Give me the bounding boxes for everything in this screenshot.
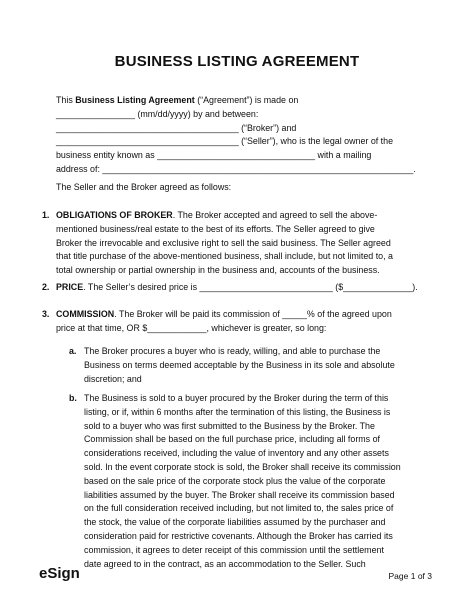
subsection-letter: b. <box>69 393 77 403</box>
intro-line-4: _____________________________________ (“Seller”), who is the legal owner of the <box>56 136 394 147</box>
section-number: 2. <box>42 282 50 292</box>
section-number: 3. <box>42 309 50 319</box>
page-number: Page 1 of 3 <box>388 571 432 581</box>
section-heading: PRICE <box>56 282 84 292</box>
intro-line-2: ________________ (mm/dd/yyyy) by and between: <box>56 108 259 119</box>
section-heading: OBLIGATIONS OF BROKER <box>56 210 173 220</box>
section-obligations: OBLIGATIONS OF BROKER. The Broker accepted and agreed to sell the above- mentioned business/real estate to the best of its efforts. The Seller agreed to give Broker the irrevocable and exclusive right to sell the said business. The Seller agreed that title purchase of the above-mentioned business, shall include, but not limited to, a total ownership or partial ownership in the business and, accounts of the business. <box>56 210 393 276</box>
intro-line-5: business entity known as ________________________________ with a mailing <box>56 150 372 161</box>
intro-line-3: _____________________________________ (“Broker”) and <box>56 122 297 133</box>
intro-line-6: address of: _______________________________________________________________. <box>56 163 416 174</box>
section-price: PRICE. The Seller’s desired price is ___________________________ ($______________). <box>56 282 418 292</box>
intro-line-1: This Business Listing Agreement (“Agreement”) is made on <box>56 95 299 105</box>
esign-logo: eSign <box>39 565 80 582</box>
section-number: 1. <box>42 210 50 220</box>
intro-paragraph <box>56 94 436 177</box>
document-title: BUSINESS LISTING AGREEMENT <box>114 53 360 70</box>
agreed-line: The Seller and the Broker agreed as follows: <box>56 182 232 192</box>
subsection-letter: a. <box>69 346 77 356</box>
section-heading: COMMISSION <box>56 309 115 319</box>
subsection-b: The Business is sold to a buyer procured by the Broker during the term of this listing, or if, within 6 months after the termination of this listing, the Business is sold to a buyer who was first submitted to the Business by the Broker. The Commission shall be based on the full purchase price, including all forms of considerations received, including the value of inventory and any other assets sold. In the event corporate stock is sold, the Broker shall receive its commission based on the sale price of the corporate stock plus the value of the corporate liabilities assumed by the buyer. The Broker shall receive its commission based on the full consideration received including, but not limited to, the sales price of the stock, the value of the corporate liabilities assumed by the purchaser and consideration paid for restrictive covenants. Although the Broker has carried its commission, it agrees to deter receipt of this commission until the settlement date agreed to in the contract, as an accommodation to the Seller. Such <box>84 393 401 569</box>
subsection-a: The Broker procures a buyer who is ready, willing, and able to purchase the Business on terms deemed acceptable by the Business in its sole and absolute discretion; and <box>84 346 395 384</box>
section-commission: COMMISSION. The Broker will be paid its commission of _____% of the agreed upon price at that time, OR $____________, whichever is greater, so long: <box>56 309 392 333</box>
